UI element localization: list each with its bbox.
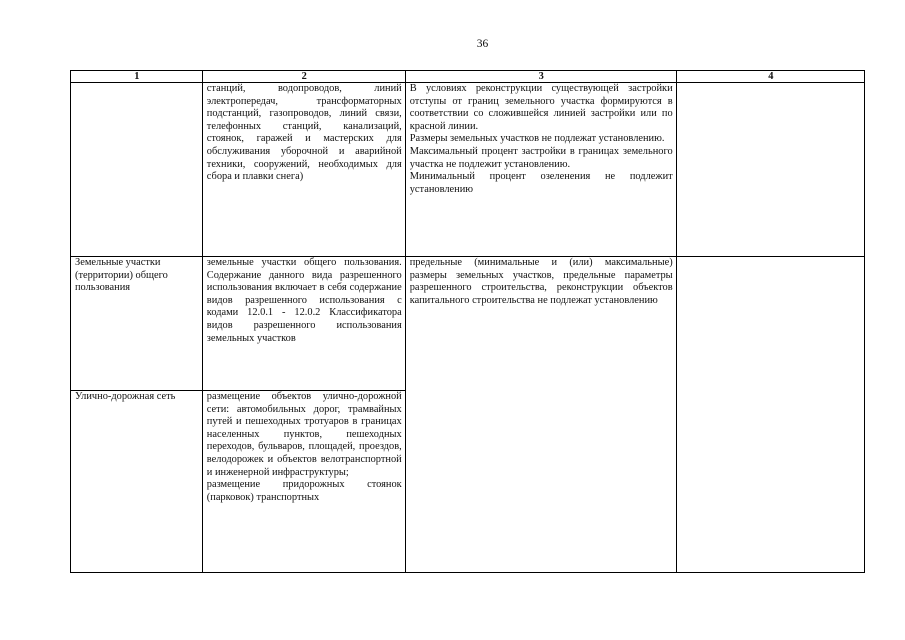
- header-cell-2: 2: [202, 71, 405, 83]
- row1-col3-para-2: Размеры земельных участков не подлежат установлению.: [409, 133, 665, 145]
- table-row: [71, 257, 865, 391]
- row1-col3-para-3: Максимальный процент застройки в границах земельного участка не подлежит установлению.: [409, 145, 673, 170]
- header-cell-3: 3: [405, 71, 676, 83]
- table-header-row: [71, 71, 865, 83]
- row1-col1: [71, 83, 203, 257]
- row1-col3-para-4: Минимальный процент озеленения не подлежит установлению: [409, 171, 673, 195]
- row3-col2-para-1: размещение объектов улично-дорожной сети: автомобильных дорог, трамвайных путей и пешеходных тротуаров в границах населенных пунктов, пешеходных переходов, бульваров, площадей, проездов, велодорожек и объектов велотранспортной и инженерной инфраструктуры;: [206, 391, 402, 478]
- row1-col3: [405, 83, 676, 257]
- row1-col2: станций, водопроводов, линий электропередач, трансформаторных подстанций, газопроводов, линий связи, телефонных станций, канализаций, стоянок, гаражей и мастерских для обслуживания уборочной и аварийной техники, сооружений, необходимых для сбора и плавки снега): [202, 83, 405, 257]
- page-number: 36: [476, 38, 489, 50]
- land-use-table: [70, 70, 865, 573]
- row2-col4: [676, 257, 864, 573]
- row2-col3: предельные (минимальные и (или) максимальные) размеры земельных участков, предельные параметры разрешенного строительства, реконструкции объектов капитального строительства не подлежат установлению: [405, 257, 676, 573]
- row1-col3-para-1: В условиях реконструкции существующей застройки отступы от границ земельного участка формируются в соответствии со сложившейся линией застройки или по красной линии.: [409, 83, 673, 132]
- row3-col2-para-2: размещение придорожных стоянок (парковок) транспортных: [206, 479, 402, 503]
- row2-col2: земельные участки общего пользования. Содержание данного вида разрешенного использования включает в себя содержание видов разрешенного использования с кодами 12.0.1 - 12.0.2 Классификатора видов разрешенного использования земельных участков: [202, 257, 405, 391]
- row1-col4: [676, 83, 864, 257]
- row3-col1: Улично-дорожная сеть: [71, 391, 203, 573]
- table-row: [71, 83, 865, 257]
- header-cell-4: 4: [676, 71, 864, 83]
- row2-col1: Земельные участки (территории) общего пользования: [71, 257, 203, 391]
- row3-col2: [202, 391, 405, 573]
- header-cell-1: 1: [71, 71, 203, 83]
